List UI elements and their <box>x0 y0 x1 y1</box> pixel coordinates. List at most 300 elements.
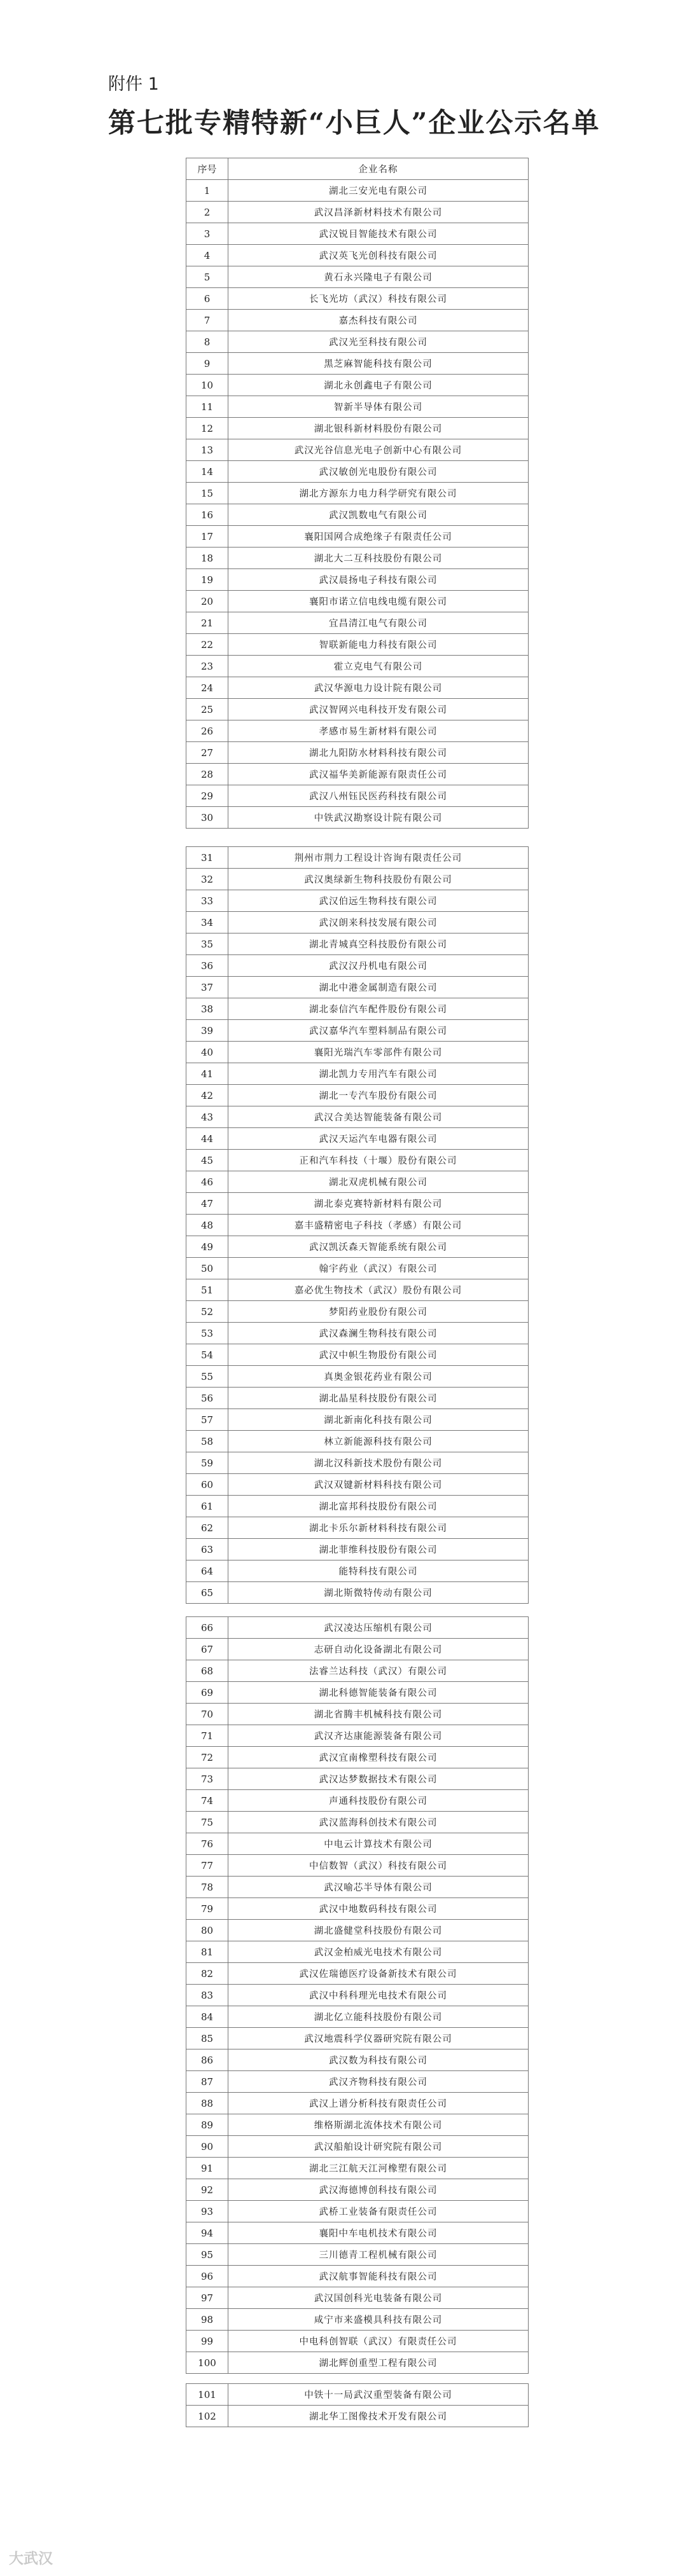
row-number: 55 <box>186 1366 228 1388</box>
company-name: 中铁武汉勘察设计院有限公司 <box>228 807 529 829</box>
row-number: 5 <box>186 266 228 288</box>
row-number: 52 <box>186 1301 228 1323</box>
company-name: 中信数智（武汉）科技有限公司 <box>228 1855 529 1877</box>
row-number: 39 <box>186 1020 228 1042</box>
row-number: 19 <box>186 569 228 591</box>
row-number: 11 <box>186 396 228 418</box>
row-number: 86 <box>186 2049 228 2071</box>
row-number: 22 <box>186 634 228 656</box>
company-name: 智新半导体有限公司 <box>228 396 529 418</box>
row-number: 9 <box>186 353 228 375</box>
row-number: 15 <box>186 483 228 504</box>
row-number: 98 <box>186 2309 228 2331</box>
table-row <box>186 742 529 764</box>
company-name: 武汉福华美新能源有限责任公司 <box>228 764 529 785</box>
table-row <box>186 699 529 720</box>
table-row <box>186 1517 529 1539</box>
row-number: 2 <box>186 202 228 223</box>
row-number: 59 <box>186 1452 228 1474</box>
table-row <box>186 2006 529 2028</box>
table-row <box>186 483 529 504</box>
company-name: 湖北九阳防水材料科技有限公司 <box>228 742 529 764</box>
company-name: 武汉齐达康能源装备有限公司 <box>228 1725 529 1747</box>
company-name: 武汉光谷信息光电子创新中心有限公司 <box>228 439 529 461</box>
company-name: 武汉智网兴电科技开发有限公司 <box>228 699 529 720</box>
table-row <box>186 180 529 202</box>
table-row <box>186 656 529 677</box>
row-number: 60 <box>186 1474 228 1496</box>
table-row <box>186 310 529 331</box>
company-name: 能特科技有限公司 <box>228 1560 529 1582</box>
table-row <box>186 2201 529 2222</box>
table-row <box>186 1452 529 1474</box>
company-name: 襄阳国网合成绝缘子有限责任公司 <box>228 526 529 548</box>
company-name: 湖北菲维科技股份有限公司 <box>228 1539 529 1560</box>
company-name: 武汉海德博创科技有限公司 <box>228 2179 529 2201</box>
row-number: 54 <box>186 1344 228 1366</box>
company-name: 湖北永创鑫电子有限公司 <box>228 375 529 396</box>
table-row <box>186 1366 529 1388</box>
table-row <box>186 1474 529 1496</box>
table-row <box>186 331 529 353</box>
table-row <box>186 1725 529 1747</box>
table-row <box>186 1042 529 1063</box>
row-number: 45 <box>186 1150 228 1171</box>
row-number: 32 <box>186 869 228 890</box>
company-name: 湖北大二互科技股份有限公司 <box>228 548 529 569</box>
table-row <box>186 1279 529 1301</box>
row-number: 7 <box>186 310 228 331</box>
row-number: 83 <box>186 1985 228 2006</box>
row-number: 27 <box>186 742 228 764</box>
table-row <box>186 2244 529 2266</box>
table-row <box>186 1496 529 1517</box>
company-name: 三川德青工程机械有限公司 <box>228 2244 529 2266</box>
attachment-label: 附件 1 <box>108 74 159 94</box>
company-name: 武汉宜南橡塑科技有限公司 <box>228 1747 529 1768</box>
company-name: 襄阳中车电机技术有限公司 <box>228 2222 529 2244</box>
table-row <box>186 1388 529 1409</box>
table-row <box>186 847 529 869</box>
company-name: 中电科创智联（武汉）有限责任公司 <box>228 2331 529 2352</box>
table-row <box>186 1877 529 1898</box>
company-name: 湖北双虎机械有限公司 <box>228 1171 529 1193</box>
table-row <box>186 1790 529 1812</box>
company-name: 维格斯湖北流体技术有限公司 <box>228 2114 529 2136</box>
company-name: 武汉合美达智能装备有限公司 <box>228 1106 529 1128</box>
company-name: 武汉喻芯半导体有限公司 <box>228 1877 529 1898</box>
table-row <box>186 418 529 439</box>
table-row <box>186 1639 529 1660</box>
row-number: 4 <box>186 245 228 266</box>
table-row <box>186 2093 529 2114</box>
company-name: 霍立克电气有限公司 <box>228 656 529 677</box>
company-name: 武汉双键新材料科技有限公司 <box>228 1474 529 1496</box>
table-row <box>186 1582 529 1604</box>
company-name: 武汉地震科学仪器研究院有限公司 <box>228 2028 529 2049</box>
row-number: 78 <box>186 1877 228 1898</box>
table-row <box>186 1898 529 1920</box>
row-number: 80 <box>186 1920 228 1941</box>
row-number: 53 <box>186 1323 228 1344</box>
row-number: 62 <box>186 1517 228 1539</box>
row-number: 44 <box>186 1128 228 1150</box>
company-name: 声通科技股份有限公司 <box>228 1790 529 1812</box>
table-row <box>186 785 529 807</box>
table-row <box>186 2352 529 2374</box>
page-title: 第七批专精特新“小巨人”企业公示名单 <box>108 107 600 139</box>
table-row <box>186 2114 529 2136</box>
table-row <box>186 1193 529 1215</box>
row-number: 85 <box>186 2028 228 2049</box>
company-name: 中电云计算技术有限公司 <box>228 1833 529 1855</box>
table-row <box>186 1085 529 1106</box>
table-row <box>186 1985 529 2006</box>
row-number: 49 <box>186 1236 228 1258</box>
company-name: 湖北银科新材料股份有限公司 <box>228 418 529 439</box>
row-number: 100 <box>186 2352 228 2374</box>
table-row <box>186 266 529 288</box>
company-name: 湖北卡乐尔新材料科技有限公司 <box>228 1517 529 1539</box>
table-row <box>186 1409 529 1431</box>
company-table <box>186 158 529 829</box>
company-name: 湖北青城真空科技股份有限公司 <box>228 933 529 955</box>
row-number: 23 <box>186 656 228 677</box>
company-name: 武汉数为科技有限公司 <box>228 2049 529 2071</box>
company-name: 翰宇药业（武汉）有限公司 <box>228 1258 529 1279</box>
company-name: 襄阳光瑞汽车零部件有限公司 <box>228 1042 529 1063</box>
company-name: 湖北晶星科技股份有限公司 <box>228 1388 529 1409</box>
row-number: 34 <box>186 912 228 933</box>
company-name: 武汉上谱分析科技有限责任公司 <box>228 2093 529 2114</box>
company-name: 武汉齐物科技有限公司 <box>228 2071 529 2093</box>
company-name: 湖北一专汽车股份有限公司 <box>228 1085 529 1106</box>
row-number: 3 <box>186 223 228 245</box>
row-number: 40 <box>186 1042 228 1063</box>
row-number: 67 <box>186 1639 228 1660</box>
company-name: 武汉天运汽车电器有限公司 <box>228 1128 529 1150</box>
company-name: 梦阳药业股份有限公司 <box>228 1301 529 1323</box>
row-number: 63 <box>186 1539 228 1560</box>
table-row <box>186 2071 529 2093</box>
row-number: 25 <box>186 699 228 720</box>
table-row <box>186 1855 529 1877</box>
row-number: 36 <box>186 955 228 977</box>
row-number: 18 <box>186 548 228 569</box>
table-header-row <box>186 158 529 180</box>
company-name: 林立新能源科技有限公司 <box>228 1431 529 1452</box>
row-number: 29 <box>186 785 228 807</box>
row-number: 16 <box>186 504 228 526</box>
row-number: 66 <box>186 1617 228 1639</box>
company-name: 武汉船舶设计研究院有限公司 <box>228 2136 529 2158</box>
row-number: 99 <box>186 2331 228 2352</box>
table-row <box>186 504 529 526</box>
company-name: 武汉蓝海科创技术有限公司 <box>228 1812 529 1833</box>
table-row <box>186 1323 529 1344</box>
company-name: 正和汽车科技（十堰）股份有限公司 <box>228 1150 529 1171</box>
row-number: 13 <box>186 439 228 461</box>
company-name: 湖北泰克赛特新材料有限公司 <box>228 1193 529 1215</box>
row-number: 35 <box>186 933 228 955</box>
watermark-logo: 大武汉 <box>9 2551 53 2567</box>
company-name: 武汉嘉华汽车塑料制品有限公司 <box>228 1020 529 1042</box>
company-name: 湖北斯微特传动有限公司 <box>228 1582 529 1604</box>
row-number: 8 <box>186 331 228 353</box>
table-row <box>186 1020 529 1042</box>
company-name: 嘉必优生物技术（武汉）股份有限公司 <box>228 1279 529 1301</box>
row-number: 82 <box>186 1963 228 1985</box>
table-row <box>186 2136 529 2158</box>
row-number: 64 <box>186 1560 228 1582</box>
header-name: 企业名称 <box>228 158 529 180</box>
row-number: 51 <box>186 1279 228 1301</box>
table-row <box>186 1258 529 1279</box>
row-number: 90 <box>186 2136 228 2158</box>
row-number: 57 <box>186 1409 228 1431</box>
row-number: 94 <box>186 2222 228 2244</box>
row-number: 10 <box>186 375 228 396</box>
row-number: 87 <box>186 2071 228 2093</box>
table-row <box>186 869 529 890</box>
company-name: 武汉锐目智能技术有限公司 <box>228 223 529 245</box>
table-row <box>186 591 529 612</box>
company-name: 武汉中地数码科技有限公司 <box>228 1898 529 1920</box>
row-number: 42 <box>186 1085 228 1106</box>
company-name: 湖北辉创重型工程有限公司 <box>228 2352 529 2374</box>
table-row <box>186 2331 529 2352</box>
table-row <box>186 1704 529 1725</box>
row-number: 79 <box>186 1898 228 1920</box>
table-row <box>186 2028 529 2049</box>
table-row <box>186 1747 529 1768</box>
row-number: 26 <box>186 720 228 742</box>
row-number: 56 <box>186 1388 228 1409</box>
table-row <box>186 1941 529 1963</box>
table-row <box>186 2309 529 2331</box>
company-name: 武汉华源电力设计院有限公司 <box>228 677 529 699</box>
table-row <box>186 2266 529 2287</box>
table-row <box>186 245 529 266</box>
table-row <box>186 2384 529 2406</box>
table-row <box>186 2158 529 2179</box>
row-number: 14 <box>186 461 228 483</box>
company-name: 武汉航事智能科技有限公司 <box>228 2266 529 2287</box>
table-row <box>186 396 529 418</box>
row-number: 92 <box>186 2179 228 2201</box>
company-name: 武汉光至科技有限公司 <box>228 331 529 353</box>
table-row <box>186 912 529 933</box>
row-number: 102 <box>186 2406 228 2427</box>
table-row <box>186 1539 529 1560</box>
company-name: 武汉凌达压缩机有限公司 <box>228 1617 529 1639</box>
row-number: 48 <box>186 1215 228 1236</box>
company-name: 湖北方源东力电力科学研究有限公司 <box>228 483 529 504</box>
company-name: 武汉晨扬电子科技有限公司 <box>228 569 529 591</box>
table-row <box>186 2287 529 2309</box>
row-number: 68 <box>186 1660 228 1682</box>
company-name: 武桥工业装备有限责任公司 <box>228 2201 529 2222</box>
table-row <box>186 2049 529 2071</box>
row-number: 73 <box>186 1768 228 1790</box>
company-name: 志研自动化设备湖北有限公司 <box>228 1639 529 1660</box>
company-name: 孝感市易生新材料有限公司 <box>228 720 529 742</box>
company-name: 湖北中港金属制造有限公司 <box>228 977 529 998</box>
company-name: 武汉奥绿新生物科技股份有限公司 <box>228 869 529 890</box>
table-row <box>186 1128 529 1150</box>
company-name: 武汉敏创光电股份有限公司 <box>228 461 529 483</box>
row-number: 58 <box>186 1431 228 1452</box>
row-number: 71 <box>186 1725 228 1747</box>
table-row <box>186 1660 529 1682</box>
row-number: 41 <box>186 1063 228 1085</box>
table-row <box>186 375 529 396</box>
company-name: 宜昌清江电气有限公司 <box>228 612 529 634</box>
row-number: 17 <box>186 526 228 548</box>
row-number: 46 <box>186 1171 228 1193</box>
table-row <box>186 977 529 998</box>
table-row <box>186 2406 529 2427</box>
table-row <box>186 548 529 569</box>
table-row <box>186 461 529 483</box>
row-number: 72 <box>186 1747 228 1768</box>
table-row <box>186 1682 529 1704</box>
row-number: 65 <box>186 1582 228 1604</box>
row-number: 93 <box>186 2201 228 2222</box>
table-row <box>186 955 529 977</box>
table-row <box>186 933 529 955</box>
row-number: 6 <box>186 288 228 310</box>
header-num: 序号 <box>186 158 228 180</box>
company-name: 武汉金柏威光电技术有限公司 <box>228 1941 529 1963</box>
table-row <box>186 1301 529 1323</box>
company-name: 中铁十一局武汉重型装备有限公司 <box>228 2384 529 2406</box>
company-name: 武汉昌泽新材料技术有限公司 <box>228 202 529 223</box>
table-row <box>186 1344 529 1366</box>
table-row <box>186 2222 529 2244</box>
table-row <box>186 353 529 375</box>
company-name: 武汉伯远生物科技有限公司 <box>228 890 529 912</box>
company-name: 湖北三江航天江河橡塑有限公司 <box>228 2158 529 2179</box>
row-number: 50 <box>186 1258 228 1279</box>
company-name: 湖北科德智能装备有限公司 <box>228 1682 529 1704</box>
table-row <box>186 1920 529 1941</box>
company-name: 武汉中科科理光电技术有限公司 <box>228 1985 529 2006</box>
row-number: 43 <box>186 1106 228 1128</box>
row-number: 47 <box>186 1193 228 1215</box>
table-row <box>186 890 529 912</box>
company-name: 武汉朗来科技发展有限公司 <box>228 912 529 933</box>
row-number: 70 <box>186 1704 228 1725</box>
table-row <box>186 288 529 310</box>
company-name: 湖北泰信汽车配件股份有限公司 <box>228 998 529 1020</box>
row-number: 97 <box>186 2287 228 2309</box>
table-row <box>186 526 529 548</box>
company-name: 法睿兰达科技（武汉）有限公司 <box>228 1660 529 1682</box>
table-row <box>186 1106 529 1128</box>
company-name: 湖北汉科新技术股份有限公司 <box>228 1452 529 1474</box>
table-row <box>186 223 529 245</box>
table-row <box>186 1768 529 1790</box>
company-name: 襄阳市诺立信电线电缆有限公司 <box>228 591 529 612</box>
company-name: 湖北华工图像技术开发有限公司 <box>228 2406 529 2427</box>
table-row <box>186 2179 529 2201</box>
company-name: 武汉英飞光创科技有限公司 <box>228 245 529 266</box>
company-name: 湖北亿立能科技股份有限公司 <box>228 2006 529 2028</box>
row-number: 81 <box>186 1941 228 1963</box>
company-name: 黄石永兴隆电子有限公司 <box>228 266 529 288</box>
table-row <box>186 1063 529 1085</box>
company-name: 武汉凯沃森天智能系统有限公司 <box>228 1236 529 1258</box>
row-number: 69 <box>186 1682 228 1704</box>
company-name: 武汉国创科光电装备有限公司 <box>228 2287 529 2309</box>
row-number: 101 <box>186 2384 228 2406</box>
table-row <box>186 1833 529 1855</box>
company-name: 湖北省腾丰机械科技有限公司 <box>228 1704 529 1725</box>
table-row <box>186 1431 529 1452</box>
row-number: 1 <box>186 180 228 202</box>
row-number: 95 <box>186 2244 228 2266</box>
company-name: 咸宁市来盛模具科技有限公司 <box>228 2309 529 2331</box>
company-name: 湖北新南化科技有限公司 <box>228 1409 529 1431</box>
row-number: 38 <box>186 998 228 1020</box>
company-table <box>186 846 529 1604</box>
table-row <box>186 764 529 785</box>
table-row <box>186 1617 529 1639</box>
row-number: 89 <box>186 2114 228 2136</box>
company-name: 武汉中帜生物股份有限公司 <box>228 1344 529 1366</box>
company-name: 武汉佐瑞德医疗设备新技术有限公司 <box>228 1963 529 1985</box>
row-number: 33 <box>186 890 228 912</box>
company-name: 湖北富邦科技股份有限公司 <box>228 1496 529 1517</box>
row-number: 28 <box>186 764 228 785</box>
company-name: 武汉汉丹机电有限公司 <box>228 955 529 977</box>
table-row <box>186 720 529 742</box>
row-number: 21 <box>186 612 228 634</box>
company-name: 荆州市荆力工程设计咨询有限责任公司 <box>228 847 529 869</box>
table-row <box>186 1560 529 1582</box>
table-row <box>186 612 529 634</box>
company-name: 湖北三安光电有限公司 <box>228 180 529 202</box>
table-row <box>186 1215 529 1236</box>
company-name: 武汉达梦数据技术有限公司 <box>228 1768 529 1790</box>
company-name: 武汉凯数电气有限公司 <box>228 504 529 526</box>
row-number: 20 <box>186 591 228 612</box>
table-row <box>186 1150 529 1171</box>
table-row <box>186 1171 529 1193</box>
company-name: 智联新能电力科技有限公司 <box>228 634 529 656</box>
company-name: 湖北凯力专用汽车有限公司 <box>228 1063 529 1085</box>
table-row <box>186 1236 529 1258</box>
company-table <box>186 2383 529 2427</box>
table-row <box>186 439 529 461</box>
table-row <box>186 677 529 699</box>
company-name: 长飞光坊（武汉）科技有限公司 <box>228 288 529 310</box>
row-number: 84 <box>186 2006 228 2028</box>
company-name: 武汉森澜生物科技有限公司 <box>228 1323 529 1344</box>
row-number: 88 <box>186 2093 228 2114</box>
table-row <box>186 569 529 591</box>
row-number: 24 <box>186 677 228 699</box>
table-row <box>186 998 529 1020</box>
company-table <box>186 1616 529 2374</box>
row-number: 31 <box>186 847 228 869</box>
table-row <box>186 634 529 656</box>
row-number: 96 <box>186 2266 228 2287</box>
company-name: 嘉杰科技有限公司 <box>228 310 529 331</box>
company-name: 武汉八州钰民医药科技有限公司 <box>228 785 529 807</box>
table-row <box>186 202 529 223</box>
